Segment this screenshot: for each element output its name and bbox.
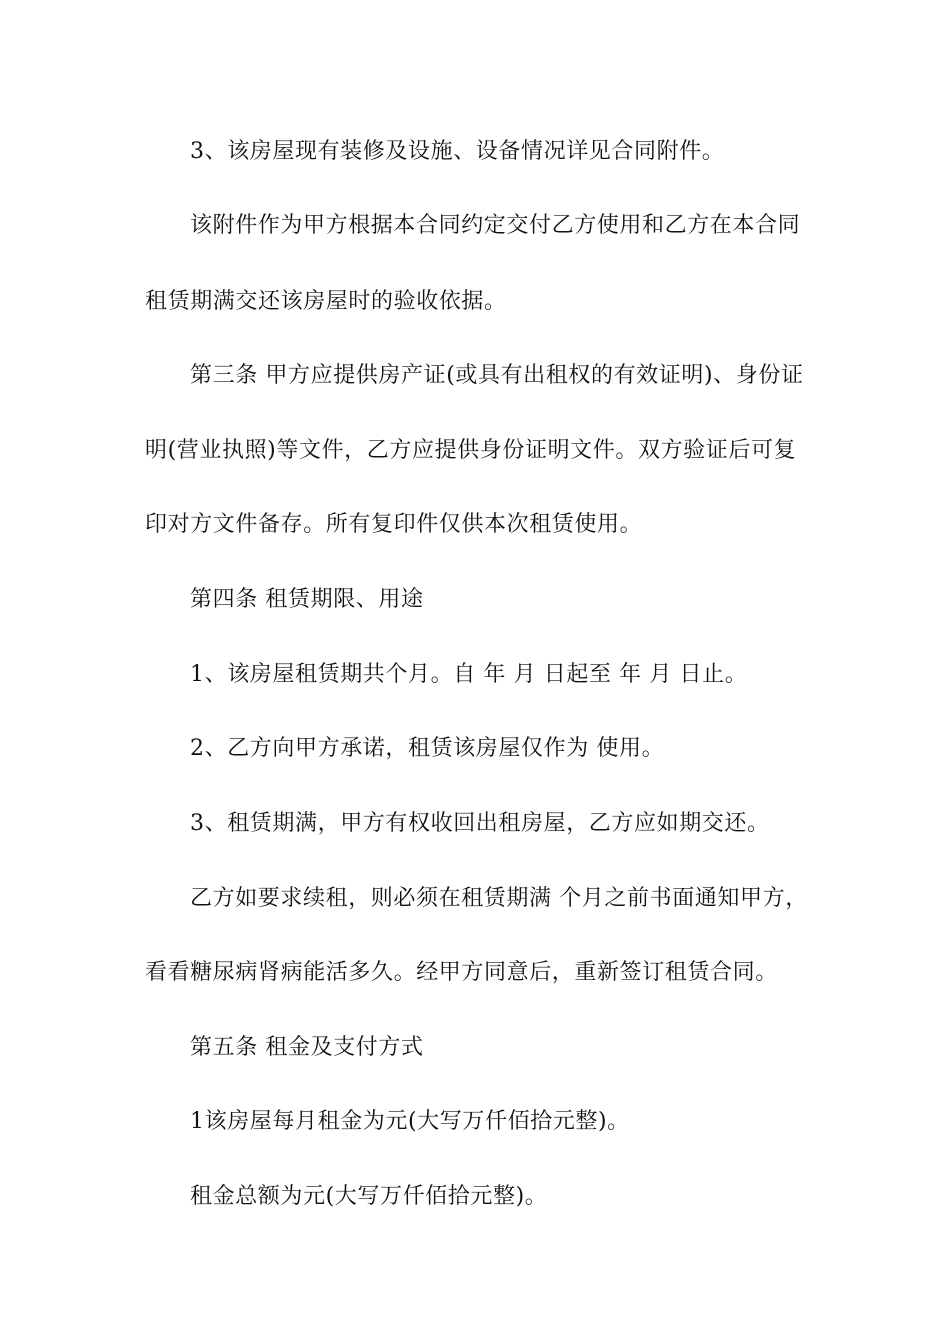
paragraph-line: 1该房屋每月租金为元(大写万仟佰拾元整)。 bbox=[190, 1109, 630, 1134]
article-5-heading: 第五条 租金及支付方式 bbox=[190, 1035, 424, 1060]
paragraph-line: 乙方如要求续租，则必须在租赁期满 个月之前书面通知甲方， bbox=[190, 886, 808, 911]
paragraph-line: 看看糖尿病肾病能活多久。经甲方同意后，重新签订租赁合同。 bbox=[145, 960, 778, 985]
article-4-heading: 第四条 租赁期限、用途 bbox=[190, 587, 424, 612]
paragraph-line: 3、该房屋现有装修及设施、设备情况详见合同附件。 bbox=[190, 139, 725, 164]
paragraph-line: 3、租赁期满，甲方有权收回出租房屋，乙方应如期交还。 bbox=[190, 811, 770, 836]
paragraph-line: 2、乙方向甲方承诺，租赁该房屋仅作为 使用。 bbox=[190, 736, 665, 761]
paragraph-line: 租赁期满交还该房屋时的验收依据。 bbox=[145, 289, 507, 314]
paragraph-line: 明(营业执照)等文件，乙方应提供身份证明文件。双方验证后可复 bbox=[145, 438, 797, 463]
paragraph-line: 租金总额为元(大写万仟佰拾元整)。 bbox=[190, 1184, 548, 1209]
paragraph-line: 1、该房屋租赁期共个月。自 年 月 日起至 年 月 日止。 bbox=[190, 662, 748, 687]
paragraph-line: 该附件作为甲方根据本合同约定交付乙方使用和乙方在本合同 bbox=[190, 213, 801, 238]
paragraph-line: 印对方文件备存。所有复印件仅供本次租赁使用。 bbox=[145, 512, 643, 537]
article-3-line: 第三条 甲方应提供房产证(或具有出租权的有效证明)、身份证 bbox=[190, 363, 804, 388]
